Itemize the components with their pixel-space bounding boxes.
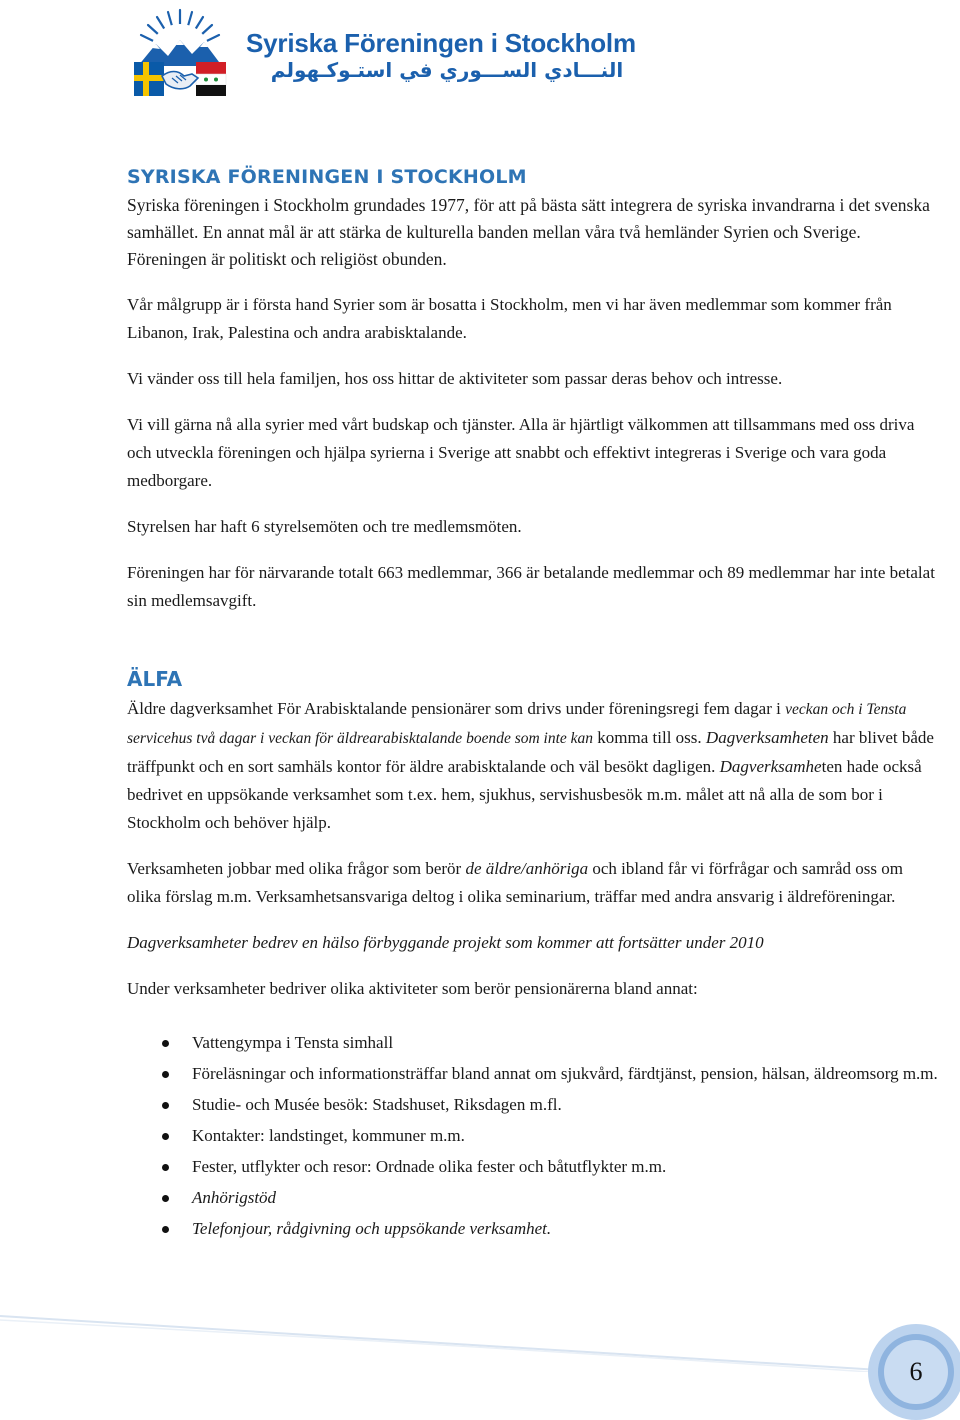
intro-paragraph: Syriska föreningen i Stockholm grundades 1977, för att på bästa sätt integrera de syriska invandrarna i det svenska samhället. En annat mål är att stärka de kulturella banden mellan våra två hemländer Syrien och Sverige. Föreningen är politiskt och religiöst obunden. xyxy=(127,195,930,269)
list-item: Anhörigstöd xyxy=(127,1184,939,1212)
text-run: ten hade också bedrivet en uppsökande verksamhet som t.ex. hem, sjukhus, servishusbesök m.m. målet att nå alla de som bor i Stockholm och behöver hjälp. xyxy=(127,757,922,832)
paragraph-board-meetings: Styrelsen har haft 6 styrelsemöten och tre medlemsmöten. xyxy=(127,517,522,536)
paragraph-health-project: Dagverksamheter bedrev en hälso förbyggande projekt som kommer att fortsätter under 2010 xyxy=(127,933,764,952)
text-run: komma till oss. xyxy=(593,728,706,747)
section-heading-alfa: ÄLFA xyxy=(127,667,183,691)
text-run: Äldre dagverksamhet För Arabisktalande pensionärer som drivs under föreningsregi fem dagar i xyxy=(127,699,786,718)
list-item: Kontakter: landstinget, kommuner m.m. xyxy=(127,1122,939,1150)
italic-text-run: Dagverksamheten xyxy=(705,728,829,747)
list-item: Telefonjour, rådgivning och uppsökande verksamhet. xyxy=(127,1215,939,1243)
paragraph-welcome: Vi vill gärna nå alla syrier med vårt budskap och tjänster. Alla är hjärtligt välkommen att tillsammans med oss driva och utveckla föreningen och hjälpa syrierna i Sverige att snabbt och effektivt integreras i Sverige och vara goda medborgare. xyxy=(127,415,915,490)
organization-name-arabic: النـــادي الســـوري في استـوكـهولم xyxy=(270,58,624,82)
list-item: Studie- och Musée besök: Stadshuset, Riksdagen m.fl. xyxy=(127,1091,939,1119)
italic-text-run: de äldre/anhöriga xyxy=(465,859,589,878)
page-number: 6 xyxy=(909,1357,923,1386)
footer-decoration xyxy=(0,1312,960,1372)
activity-list xyxy=(127,1029,939,1243)
text-run: och ibland får vi förfrågar och samråd oss om olika förslag m.m. Verksamhetsansvariga deltog i olika seminarium, träffar med andra ansvarig i äldreföreningar. xyxy=(127,859,903,906)
list-item: Föreläsningar och informationsträffar bland annat om sjukvård, färdtjänst, pension, hälsan, äldreomsorg m.m. xyxy=(127,1060,939,1088)
page-number-badge xyxy=(868,1324,960,1420)
association-logo xyxy=(128,4,232,100)
paragraph-activities-intro: Under verksamheter bedriver olika aktiviteter som berör pensionärerna bland annat: xyxy=(127,979,698,998)
paragraph-target-group: Vår målgrupp är i första hand Syrier som är bosatta i Stockholm, men vi har även medlemmar som kommer från Libanon, Irak, Palestina och andra arabisktalande. xyxy=(127,295,892,342)
letterhead xyxy=(128,4,688,104)
document-body xyxy=(127,166,939,1246)
section-heading-association: SYRISKA FÖRENINGEN I STOCKHOLM xyxy=(127,166,527,188)
list-item: Vattengympa i Tensta simhall xyxy=(127,1029,939,1057)
organization-name-swedish: Syriska Föreningen i Stockholm xyxy=(246,28,636,58)
text-run: Verksamheten jobbar med olika frågor som berör xyxy=(127,859,466,878)
italic-text-run: veckan och i Tensta servicehus två dagar i veckan för äldrearabisktalande boende som inte kan xyxy=(127,701,907,747)
italic-text-run: Dagverksamhe xyxy=(719,757,822,776)
paragraph-members: Föreningen har för närvarande totalt 663 medlemmar, 366 är betalande medlemmar och 89 medlemmar har inte betalat sin medlemsavgift. xyxy=(127,563,935,610)
paragraph-activities-questions xyxy=(127,855,939,911)
paragraph-alfa-intro xyxy=(127,695,939,837)
text-run: har blivet både träffpunkt och en sort samhäls kontor för äldre arabisktalande och väl besökt dagligen. xyxy=(127,728,934,776)
paragraph-family: Vi vänder oss till hela familjen, hos oss hittar de aktiviteter som passar deras behov och intresse. xyxy=(127,369,783,388)
list-item: Fester, utflykter och resor: Ordnade olika fester och båtutflykter m.m. xyxy=(127,1153,939,1181)
